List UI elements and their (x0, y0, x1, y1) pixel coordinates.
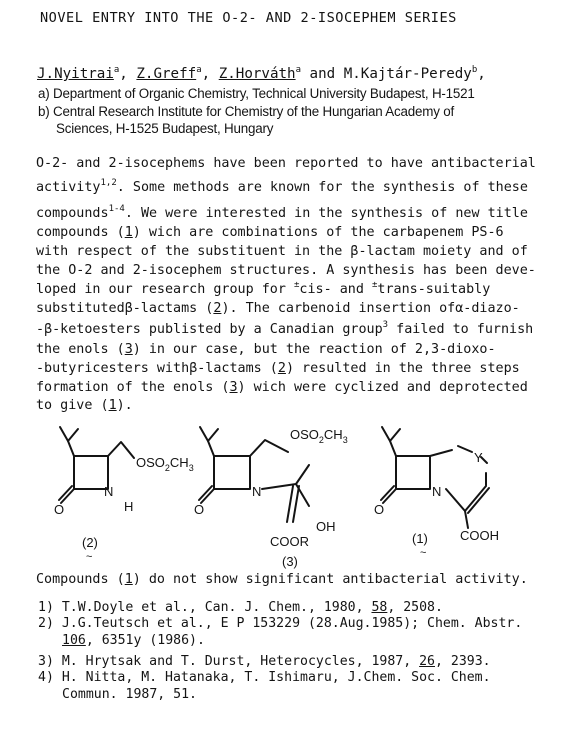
citation-mark: 3 (382, 320, 389, 330)
structure-1-bonds (381, 427, 489, 528)
volume-number: 58 (371, 600, 388, 615)
compound-number: 1 (108, 398, 117, 413)
underline-tilde: ~ (420, 547, 427, 559)
alpha-symbol: α (455, 301, 464, 316)
compound-label-3: (3) (282, 554, 298, 569)
plus-minus-symbol: ± (371, 280, 378, 290)
volume-number: 26 (419, 654, 435, 669)
nitrogen-atom: N (104, 484, 114, 499)
reference-4-continued: Commun. 1987, 51. (62, 687, 197, 702)
sulfonate-group: $OSO_2CH_3$ (290, 427, 348, 445)
author-nyitrai: J.Nyitrai (37, 66, 114, 82)
structure-2-bonds (59, 427, 134, 503)
body-line: O-2- and 2-isocephems have been reported to have antibacterial (36, 156, 536, 171)
beta-symbol: β (44, 322, 53, 337)
body-line: activity$^{1,2}$. Some methods are known for the synthesis of these (36, 178, 528, 195)
volume-number: 106 (62, 633, 86, 648)
affiliation-a: a) Department of Organic Chemistry, Technical University Budapest, H-1521 (38, 86, 475, 101)
carbonyl-oxygen: O (194, 502, 205, 517)
affiliation-mark: b (471, 65, 478, 75)
compound-label-1: (1) (412, 531, 428, 546)
underline-tilde: ~ (86, 551, 93, 563)
beta-symbol: β (189, 361, 198, 376)
affiliation-b: b) Central Research Institute for Chemistry of the Hungarian Academy of (38, 104, 454, 119)
nitrogen-atom: N (252, 484, 262, 499)
reference-4: 4) H. Nitta, M. Hatanaka, T. Ishimaru, J.Chem. Soc. Chem. (38, 670, 491, 685)
body-line: compounds (1) wich are combinations of the carbapenem PS-6 (36, 225, 504, 240)
author-horvath: Z.Horváth (218, 66, 296, 82)
citation-mark: 1-4 (108, 204, 125, 214)
beta-symbol: β (350, 244, 359, 259)
body-line: -butyricesters withβ-lactams (2) resulted in the three steps (36, 361, 520, 376)
body-line: to give (1). (36, 398, 133, 413)
affiliation-b-continued: Sciences, H-1525 Budapest, Hungary (56, 121, 274, 136)
compound-number: 2 (213, 301, 222, 316)
compound-number: 2 (277, 361, 286, 376)
author-conjunction: and (309, 66, 336, 82)
author-separator: , (119, 66, 128, 82)
reference-1: 1) T.W.Doyle et al., Can. J. Chem., 1980, 58, 2508. (38, 600, 443, 615)
affiliation-mark: a (196, 65, 202, 75)
hydroxyl-group: OH (316, 519, 336, 534)
beta-symbol: β (124, 301, 133, 316)
affiliation-mark: a (295, 65, 301, 75)
ester-group: COOR (270, 534, 309, 549)
compound-number: 1 (124, 572, 133, 587)
author-kajtar-peredy: M.Kajtár-Peredy (343, 66, 472, 82)
author-separator: , (201, 66, 211, 82)
hydrogen-atom: H (124, 499, 134, 514)
compound-number: 3 (124, 342, 133, 357)
sulfonate-group: $OSO_2CH_3$ (136, 455, 194, 473)
affiliation-mark: a (113, 65, 120, 75)
body-line: loped in our research group for ±cis- and ±trans-suitably (36, 280, 491, 297)
compound-label-2: (2) (82, 535, 98, 550)
body-line: formation of the enols (3) wich were cyclized and deprotected (36, 380, 528, 395)
body-line: the O-2 and 2-isocephem structures. A synthesis has been deve- (36, 263, 536, 278)
body-line: the enols (3) in our case, but the reaction of 2,3-dioxo- (36, 342, 496, 357)
author-separator: , (477, 66, 486, 82)
nitrogen-atom: N (432, 484, 442, 499)
compound-number: 1 (124, 225, 133, 240)
ring-heteroatom-y: Y (474, 450, 483, 465)
reference-2-continued: 106, 6351y (1986). (62, 633, 205, 648)
compound-number: 3 (229, 380, 238, 395)
reference-2: 2) J.G.Teutsch et al., E P 153229 (28.Aug.1985); Chem. Abstr. (38, 616, 523, 631)
plus-minus-symbol: ± (293, 280, 300, 290)
reference-3: 3) M. Hrytsak and T. Durst, Heterocycles, 1987, 26, 2393. (38, 654, 491, 669)
conclusion-line: Compounds (1) do not show significant antibacterial activity. (36, 572, 528, 587)
carboxylic-acid-group: COOH (460, 528, 499, 543)
body-line: substitutedβ-lactams (2). The carbenoid insertion ofα-diazo- (36, 301, 520, 316)
carbonyl-oxygen: O (374, 502, 385, 517)
paper-title: NOVEL ENTRY INTO THE O-2- AND 2-ISOCEPHEM SERIES (40, 10, 457, 26)
body-line: with respect of the substituent in the β-lactam moiety and of (36, 244, 528, 259)
author-greff: Z.Greff (136, 66, 197, 82)
carbonyl-oxygen: O (54, 502, 65, 517)
body-line: compounds$^{1-4}$. We were interested in the synthesis of new title (36, 204, 528, 221)
body-line: -β-ketoesters publisted by a Canadian group$^3$ failed to furnish (36, 320, 534, 337)
citation-mark: 1,2 (100, 178, 117, 188)
